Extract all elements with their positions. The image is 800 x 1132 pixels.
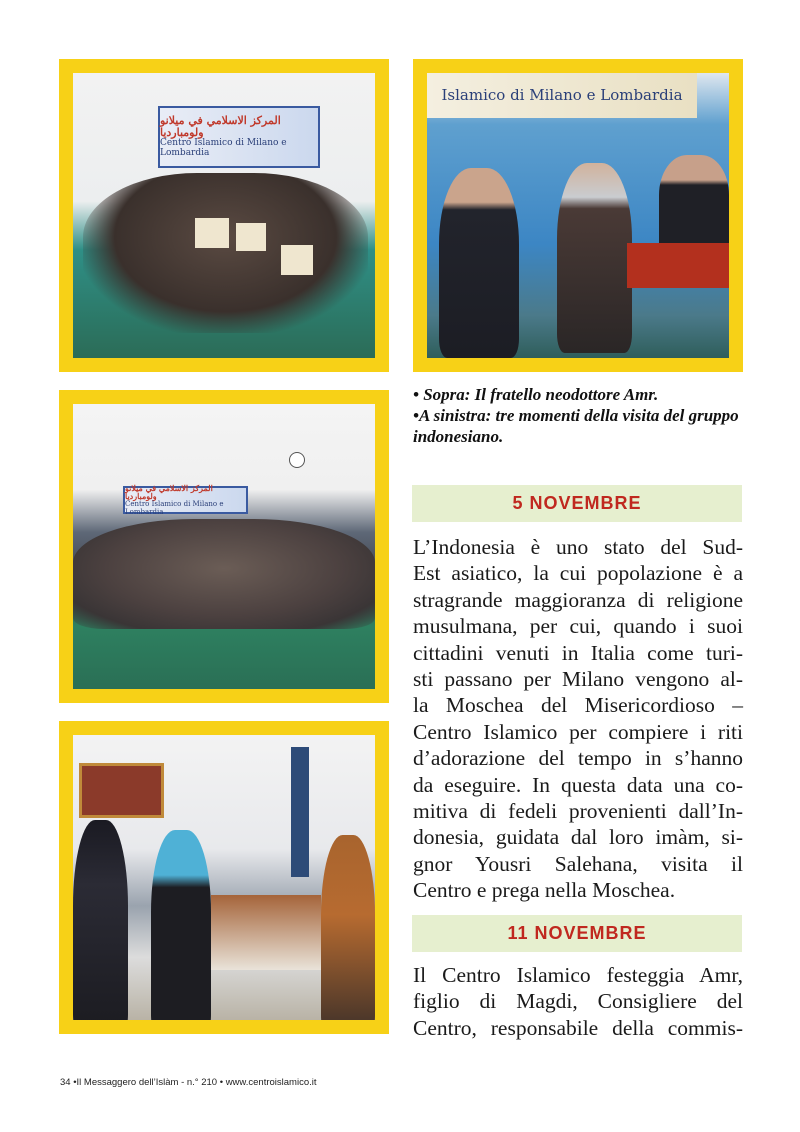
gift-box-3 <box>281 245 313 275</box>
photo-image <box>427 73 729 358</box>
gift-box-2 <box>236 223 266 251</box>
section-heading-text: 11 NOVEMBRE <box>507 923 647 943</box>
section-body-11-novembre <box>413 962 743 1041</box>
body-line: figlio di Magdi, Consigliere del <box>413 989 743 1014</box>
buffet-table <box>211 895 321 970</box>
section-heading-5-novembre <box>412 485 742 522</box>
body-line: mitiva di fedeli provenienti dall’In- <box>413 799 743 824</box>
person-left <box>439 168 519 358</box>
photo-banner <box>123 482 248 516</box>
person-center <box>557 163 632 353</box>
body-line: gnor Yousri Salehana, visita il <box>413 851 743 876</box>
photo-amr-celebration <box>413 59 743 372</box>
section-heading-text: 5 NOVEMBRE <box>512 493 642 513</box>
photo-buffet <box>59 721 389 1034</box>
banner-latin-text: Centro Islamico di Milano e Lombardia <box>160 138 287 159</box>
caption-line-above: • Sopra: Il fratello neodottore Amr. <box>413 385 659 404</box>
body-line: sti passano per Milano vengono al- <box>413 667 743 692</box>
body-line: la Moschea del Misericordioso – <box>413 693 743 718</box>
photo-banner <box>427 73 697 118</box>
body-line: Est asiatico, la cui popolazione è a <box>413 561 743 586</box>
photo-image <box>73 735 375 1020</box>
body-line: Il Centro Islamico festeggia Amr, <box>413 963 743 987</box>
table-cloth <box>627 243 729 288</box>
photo-image <box>73 404 375 689</box>
window-curtain <box>291 747 309 877</box>
people-figures <box>83 173 368 333</box>
body-line: d’adorazione del tempo in s’hanno <box>413 746 743 771</box>
banner-latin-text: Centro Islamico di Milano e Lombardia <box>125 500 224 516</box>
photo-caption <box>413 384 743 447</box>
woman-blue-hijab <box>151 830 211 1020</box>
person-right <box>659 155 729 255</box>
body-line: da eseguire. In questa data una co- <box>413 772 743 797</box>
section-heading-11-novembre <box>412 915 742 952</box>
photo-indonesian-group-gifts <box>59 59 389 372</box>
body-line: musulmana, per cui, quando i suoi <box>413 614 743 639</box>
page-footer: 34 •Il Messaggero dell’Islàm - n.° 210 • www.centroislamico.it <box>60 1077 317 1088</box>
woman-left <box>73 820 128 1020</box>
body-line: Centro e prega nella Moschea. <box>413 878 676 903</box>
body-line: L’Indonesia è uno stato del Sud- <box>413 535 743 559</box>
body-line: Centro, responsabile della commis- <box>413 1015 743 1040</box>
wall-tapestry <box>79 763 164 818</box>
banner-arabic-text: المركز الاسلامي في ميلانو ولومبارديا <box>125 482 213 502</box>
group-of-people <box>73 519 375 629</box>
body-line: stragrande maggioranza di religione <box>413 587 743 612</box>
photo-image <box>73 73 375 358</box>
body-line: Centro Islamico per compiere i riti <box>413 719 743 744</box>
body-line: cittadini venuti in Italia come turi- <box>413 640 743 665</box>
clock-icon <box>289 452 305 468</box>
gift-box-1 <box>195 218 229 248</box>
caption-line-left: •A sinistra: tre momenti della visita del gruppo indonesiano. <box>413 406 739 446</box>
photo-group-mosque <box>59 390 389 703</box>
photo-banner <box>158 106 320 168</box>
body-line: donesia, guidata dal loro imàm, si- <box>413 825 743 850</box>
banner-latin-text: Islamico di Milano e Lombardia <box>441 86 683 105</box>
section-body-5-novembre <box>413 534 743 904</box>
woman-right <box>321 835 375 1020</box>
banner-arabic-text: المركز الاسلامي في ميلانو ولومبارديا <box>160 114 281 140</box>
